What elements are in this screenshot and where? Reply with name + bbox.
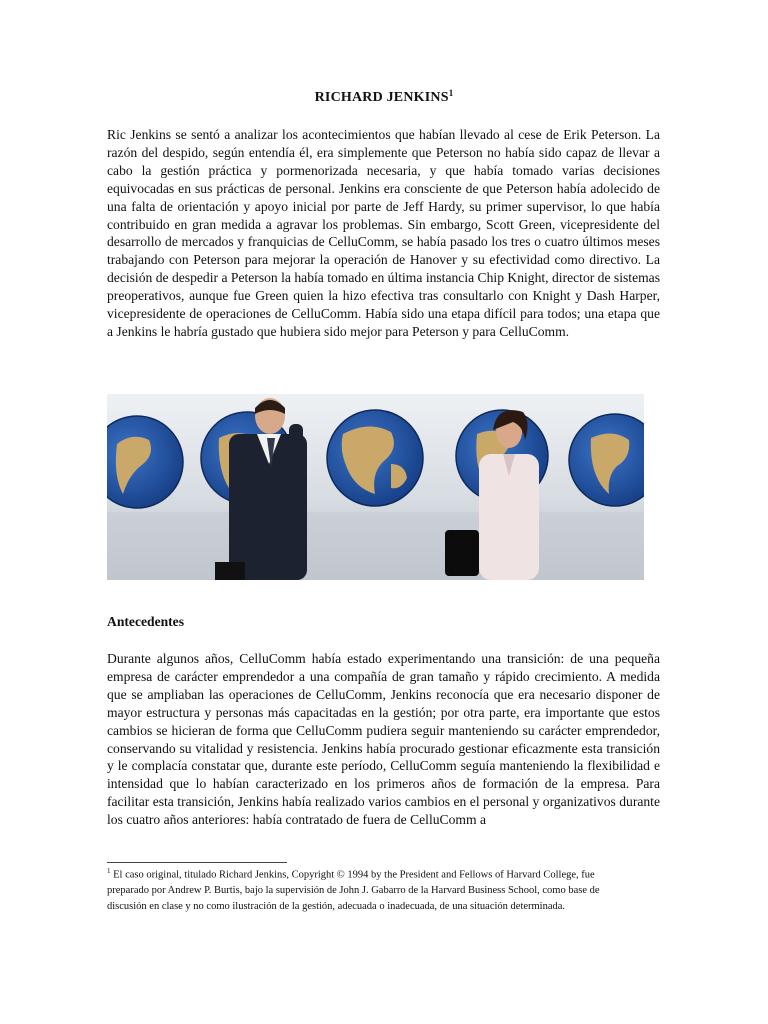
footnote-mark: 1 (107, 867, 111, 875)
floor (107, 512, 644, 580)
footnote-divider (107, 862, 287, 863)
section-heading: Antecedentes (107, 614, 185, 629)
title-footnote-mark[interactable]: 1 (448, 88, 454, 98)
title-text: RICHARD JENKINS (314, 90, 449, 105)
footnote-text: El caso original, titulado Richard Jenkins, Copyright © 1994 by the President and Fellows of Harvard College, fue preparado por Andrew P. Burtis, bajo la supervisión de John J. Gabarro de la Harvard Business School, como base de discusión en clase y no como ilustración de la gestión, adecuada o inadecuada, de una situación determinada. (107, 869, 600, 912)
paragraph-antecedentes: Durante algunos años, CelluComm había estado experimentando una transición: de una pequeña empresa de carácter emprendedor a una compañía de gran tamaño y rápido crecimiento. A medida que se ampliaban las operaciones de CelluComm, Jenkins reconocía que era necesario disponer de mayor estructura y personas más capacitadas en la gestión; por otra parte, era importante que estos cambios se hicieran de forma que CelluComm pudiera seguir manteniendo su carácter emprendedor, conservando su vitalidad y resistencia. Jenkins había procurado gestionar eficazmente esta transición y le complacía constatar que, durante este período, CelluComm seguía manteniendo la flexibilidad e intensidad que lo habían caracterizado en los primeros años de formación de la empresa. Para facilitar esta transición, Jenkins había realizado varios cambios en el personal y organizativos durante los cuatro años anteriores: había contratado de fuera de CelluComm a (107, 651, 660, 828)
document-title (0, 90, 768, 106)
footnote (107, 864, 627, 914)
globe-3 (327, 410, 423, 506)
photo-business-people-globes (107, 394, 644, 580)
paragraph-intro: Ric Jenkins se sentó a analizar los acontecimientos que habían llevado al cese de Erik Peterson. La razón del despido, según entendía él, era simplemente que Peterson no había sido capaz de llevar a cabo la gestión práctica y pormenorizada necesaria, y que había tomado varias decisiones equivocadas en sus prácticas de personal. Jenkins era consciente de que Peterson había adolecido de una falta de orientación y apoyo inicial por parte de Jeff Hardy, su primer supervisor, lo que había contribuido en gran medida a agravar los problemas. Sin embargo, Scott Green, vicepresidente del desarrollo de mercados y franquicias de CelluComm, se había pasado los tres o cuatro últimos meses trabajando con Peterson para mejorar la operación de Hanover y su efectividad como directivo. La decisión de despedir a Peterson la había tomado en última instancia Chip Knight, director de sistemas preoperativos, aunque fue Green quien la hizo efectiva tras consultarlo con Knight y Dash Harper, vicepresidente de operaciones de CelluComm. Había sido una etapa difícil para todos; una etapa que a Jenkins le habría gustado que hubiera sido mejor para Peterson y para CelluComm. (107, 127, 660, 339)
